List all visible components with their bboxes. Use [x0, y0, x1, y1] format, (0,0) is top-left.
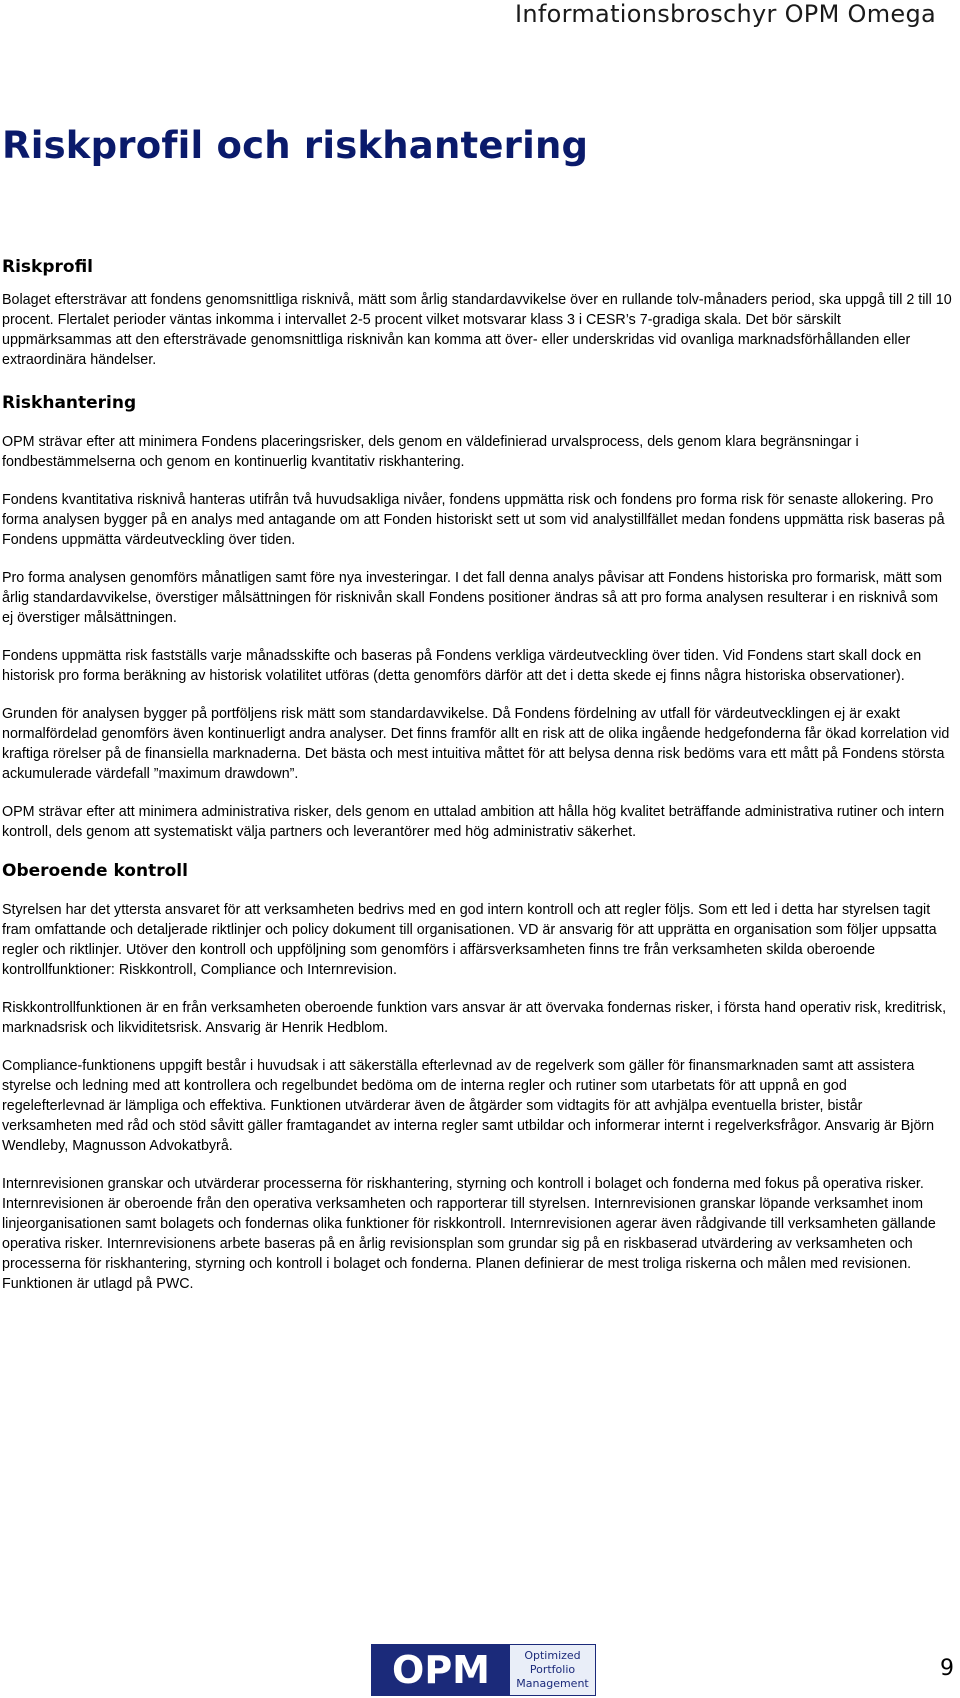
paragraph-riskhantering-2: Fondens kvantitativa risknivå hanteras utifrån två huvudsakliga nivåer, fondens uppmätta risk och fondens pro forma risk för senaste allokering. Pro forma analysen bygger på en analys med antagande om att Fonden historiskt sett ut som vid analystillfället medan fondens uppmätta risk baseras på Fondens uppmätta värdeutveckling över tiden.: [2, 492, 945, 548]
paragraph-riskhantering-1: OPM strävar efter att minimera Fondens placeringsrisker, dels genom en väldefinierad urvalsprocess, dels genom klara begränsningar i fondbestämmelserna och genom en kontinuerlig kvantitativ riskhantering.: [2, 434, 859, 470]
paragraph-riskhantering-4: Fondens uppmätta risk fastställs varje månadsskifte och baseras på Fondens verkliga värdeutveckling över tiden. Vid Fondens start skall dock en historisk pro forma beräkning av historisk volatilitet utföras (detta genomförs därför att det i detta skede ej finns några historiska observationer).: [2, 648, 922, 684]
section-heading-riskhantering: Riskhantering: [2, 393, 137, 413]
paragraph-oberoende-kontroll-2: Riskkontrollfunktionen är en från verksamheten oberoende funktion vars ansvar är att övervaka fondernas risker, i första hand operativ risk, kreditrisk, marknadsrisk och likviditetsrisk. Ansvarig är Henrik Hedblom.: [2, 1000, 947, 1036]
document-body: [2, 256, 952, 1294]
logo-tagline-line-3: Management: [516, 1677, 589, 1690]
logo-tagline-line-1: Optimized: [524, 1649, 581, 1662]
paragraph-riskprofil-1: Bolaget eftersträvar att fondens genomsnittliga risknivå, mätt som årlig standardavvikelse över en rullande tolv-månaders period, ska uppgå till 2 till 10 procent. Flertalet perioder väntas inkomma i intervallet 2-5 procent vilket motsvarar klass 3 i CESR’s 7-gradiga skala. Det bör särskilt uppmärksammas att den eftersträvade genomsnittliga risknivån kan komma att över- eller underskridas vid ovanliga marknadsförhållanden eller extraordinära händelser.: [2, 292, 952, 368]
paragraph-oberoende-kontroll-4: Internrevisionen granskar och utvärderar processerna för riskhantering, styrning och kontroll i bolaget och fonderna med fokus på operativa risker. Internrevisionen är oberoende från den operativa verksamheten och rapporterar till styrelsen. Internrevisionen granskar löpande verksamhet inom linjeorganisationen samt bolagets och fondernas olika funktioner för riskkontroll. Internrevisionen agerar även rådgivande till verksamheten gällande operativa risker. Internrevisionens arbete baseras på en årlig revisionsplan som grundar sig på en riskbaserad utvärdering av verksamheten och processerna för riskhantering, styrning och kontroll i bolaget och fonderna. Planen definierar de mest troliga riskerna och målen med revisionen. Funktionen är utlagd på PWC.: [2, 1176, 936, 1292]
document-header-title: Informationsbroschyr OPM Omega: [515, 0, 936, 28]
paragraph-riskhantering-5: Grunden för analysen bygger på portföljens risk mätt som standardavvikelse. Då Fondens fördelning av utfall för värdeutvecklingen ej är exakt normalfördelad genomförs även kontinuerligt andra analyser. Det finns framför allt en risk att de olika ingående hedgefonderna får ökad korrelation vid kraftiga rörelser på de finansiella marknaderna. Det bästa och mest intuitiva måttet för att belysa denna risk bedöms vara ett mått på Fondens största ackumulerade värdefall ”maximum drawdown”.: [2, 706, 950, 782]
paragraph-oberoende-kontroll-1: Styrelsen har det yttersta ansvaret för att verksamheten bedrivs med en god intern kontroll och att regler följs. Som ett led i detta har styrelsen tagit fram omfattande och detaljerade riktlinjer och policy dokument till organisationen. VD är ansvarig för att upprätta en organisation som följer uppsatta regler och riktlinjer. Utöver den kontroll och uppföljning som genomförs i affärsverksamheten finns tre från verksamheten skilda oberoende kontrollfunktioner: Riskkontroll, Compliance och Internrevision.: [2, 902, 937, 978]
logo-wordmark: OPM: [372, 1645, 510, 1695]
paragraph-riskhantering-6: OPM strävar efter att minimera administrativa risker, dels genom en uttalad ambition att hålla hög kvalitet beträffande administrativa rutiner och intern kontroll, dels genom att systematiskt välja partners och leverantörer med hög administrativ säkerhet.: [2, 804, 945, 840]
logo-tagline-line-2: Portfolio: [529, 1663, 576, 1676]
logo-tagline: [510, 1645, 595, 1695]
paragraph-oberoende-kontroll-3: Compliance-funktionens uppgift består i huvudsak i att säkerställa efterlevnad av de regelverk som gäller för finansmarknaden samt att assistera styrelse och ledning med att kontrollera och regelbundet bedöma om de interna regler och rutiner som utarbetats för att uppnå en god regelefterlevnad är lämpliga och effektiva. Funktionen utvärderar även de åtgärder som vidtagits för att avhjälpa eventuella brister, bistår verksamheten med råd och stöd såvitt gäller framtagandet av interna regler samt utbildar och informerar internt i regelverksfrågor. Ansvarig är Björn Wendleby, Magnusson Advokatbyrå.: [2, 1058, 935, 1154]
page-title: Riskprofil och riskhantering: [2, 124, 589, 167]
page-number: 9: [940, 1656, 954, 1681]
opm-logo: [371, 1644, 596, 1696]
section-heading-oberoende-kontroll: Oberoende kontroll: [2, 861, 188, 881]
paragraph-riskhantering-3: Pro forma analysen genomförs månatligen samt före nya investeringar. I det fall denna analys påvisar att Fondens historiska pro formarisk, mätt som årlig standardavvikelse, överstiger målsättningen för risknivån skall Fondens positioner ändras så att pro forma analysen resulterar i en risknivå som ej överstiger målsättningen.: [2, 570, 943, 626]
section-heading-riskprofil: Riskprofil: [2, 257, 94, 277]
